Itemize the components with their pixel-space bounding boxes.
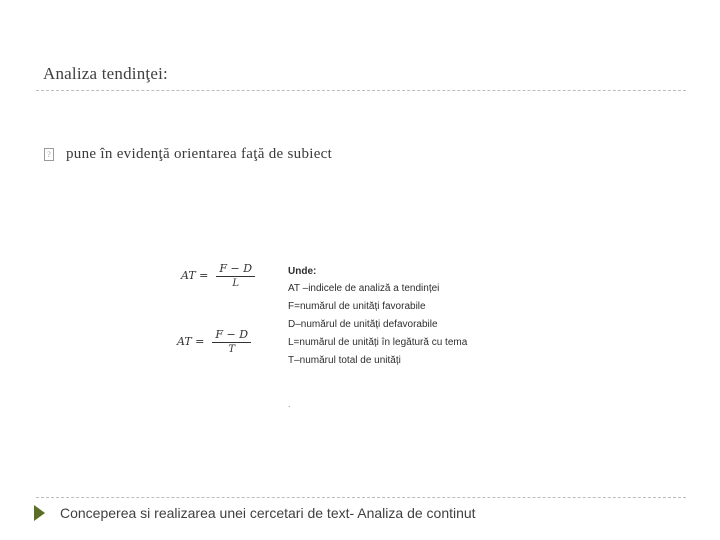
legend-line: F=numărul de unități favorabile (288, 301, 426, 312)
slide-title: Analiza tendinţei: (43, 64, 168, 83)
square-placeholder-icon: ? (44, 148, 54, 161)
formula-at-l (181, 262, 255, 289)
legend-line: L=numărul de unități în legătură cu tema (288, 337, 468, 348)
formula-lhs: AT = (181, 269, 209, 282)
legend-line: T–numărul total de unități (288, 355, 401, 366)
formula-fraction (212, 328, 251, 355)
formula-lhs: AT = (177, 335, 205, 348)
formula-denominator: L (232, 278, 240, 289)
title-divider (36, 90, 686, 91)
formula-numerator: F − D (212, 328, 251, 343)
formula-legend (288, 266, 468, 409)
legend-trailing-mark: . (288, 399, 291, 409)
legend-line: AT –indicele de analiză a tendinței (288, 283, 440, 294)
formula-at-t (177, 328, 251, 355)
legend-header: Unde: (288, 266, 317, 277)
bullet-text: pune în evidenţă orientarea faţă de subiect (66, 146, 333, 162)
legend-line: D–numărul de unități defavorabile (288, 319, 438, 330)
formula-fraction (216, 262, 255, 289)
footer-arrow-icon (34, 505, 45, 521)
formula-numerator: F − D (216, 262, 255, 277)
footer-text: Conceperea si realizarea unei cercetari de text- Analiza de continut (60, 505, 476, 521)
footer-divider (36, 497, 686, 498)
bullet-row (44, 146, 332, 163)
formula-denominator: T (228, 344, 236, 355)
